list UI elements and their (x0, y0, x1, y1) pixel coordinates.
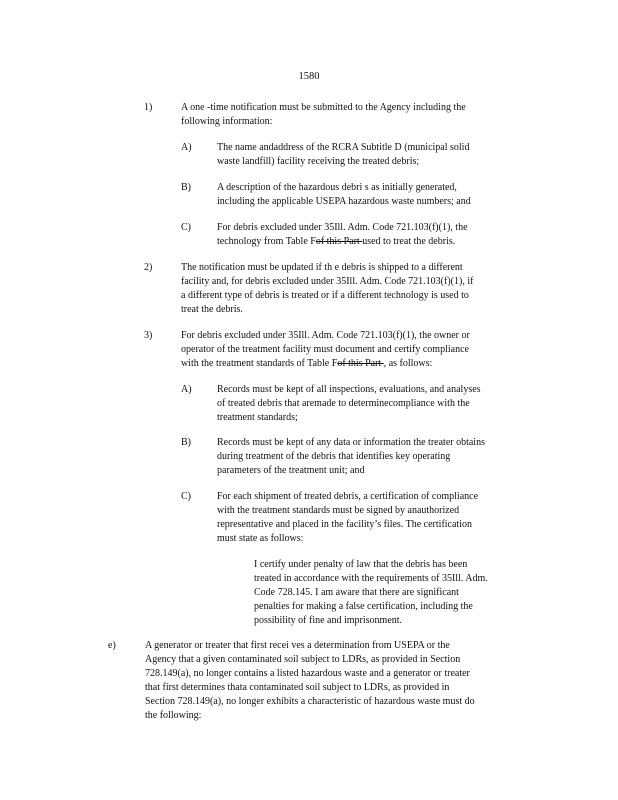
text-line (181, 289, 529, 303)
line-text: Code 728.145. I am aware that there are significant (254, 587, 459, 598)
paragraph-label: 2) (144, 262, 153, 273)
line-text: treat the debris. (181, 304, 243, 315)
line-text: For each shipment of treated debris, a certification of compliance (217, 491, 479, 502)
text-line (145, 681, 540, 695)
paragraph-n3c (181, 490, 517, 546)
text-line (217, 518, 517, 532)
text-line (217, 411, 535, 425)
text-line (181, 101, 526, 115)
text-line (254, 558, 534, 572)
paragraph-e (108, 639, 540, 723)
paragraph-n1a (181, 141, 522, 169)
paragraph-label: A) (181, 384, 192, 395)
line-text: 728.149(a), no longer contains a listed hazardous waste and a generator or treater (145, 668, 470, 679)
paragraph-label: 1) (144, 102, 153, 113)
text-line (217, 383, 535, 397)
line-text: possibility of fine and imprisonment. (254, 615, 403, 626)
paragraph-label: B) (181, 437, 191, 448)
paragraph-n1 (144, 101, 526, 129)
text-line (217, 504, 517, 518)
text-line (217, 221, 522, 235)
page-number: 1580 (298, 71, 320, 82)
line-text: penalties for making a false certification, including the (254, 601, 473, 612)
text-line (181, 357, 531, 371)
text-line (181, 303, 529, 317)
line-text: Agency that a given contaminated soil subject to LDRs, as provided in Section (145, 654, 461, 665)
line-text: Records must be kept of any data or information the treater obtains (217, 437, 485, 448)
paragraph-n1b (181, 181, 522, 209)
line-text: treatment standards; (217, 412, 298, 423)
paragraph-n2 (144, 261, 529, 317)
line-text: Section 728.149(a), no longer exhibits a characteristic of hazardous waste must do (145, 696, 475, 707)
struck-text: of this Part (337, 358, 384, 369)
line-text: following information: (181, 116, 273, 127)
text-line (254, 600, 534, 614)
paragraph-n3b (181, 436, 535, 478)
text-line (145, 639, 540, 653)
line-text: that first determines thata contaminated soil subject to LDRs, as provided in (145, 682, 450, 693)
text-line (145, 695, 540, 709)
text-line (254, 586, 534, 600)
paragraph-label: C) (181, 222, 191, 233)
line-text: including the applicable USEPA hazardous waste numbers; and (217, 196, 471, 207)
line-text: must state as follows: (217, 533, 304, 544)
line-text: , as follows: (383, 358, 433, 369)
line-text: the following: (145, 710, 202, 721)
text-line (181, 343, 531, 357)
paragraph-label: B) (181, 182, 191, 193)
text-line (145, 709, 540, 723)
text-line (254, 614, 534, 628)
paragraph-n1c (181, 221, 522, 249)
text-line (217, 464, 535, 478)
paragraph-label: C) (181, 491, 191, 502)
line-text: with the treatment standards must be signed by anauthorized (217, 505, 460, 516)
text-line (217, 436, 535, 450)
text-line (217, 141, 522, 155)
line-text: The notification must be updated if th e debris is shipped to a different (181, 262, 463, 273)
line-text: parameters of the treatment unit; and (217, 465, 365, 476)
text-line (181, 115, 526, 129)
line-text: waste landfill) facility receiving the treated debris; (217, 156, 420, 167)
line-text: The name andaddress of the RCRA Subtitle D (municipal solid (217, 142, 470, 153)
line-text: during treatment of the debris that identifies key operating (217, 451, 451, 462)
text-line (217, 532, 517, 546)
line-text: with the treatment standards of Table F (181, 358, 338, 369)
line-text: For debris excluded under 35Ill. Adm. Code 721.103(f)(1), the owner or (181, 330, 470, 341)
paragraph-n3a (181, 383, 535, 425)
line-text: treated in accordance with the requirements of 35Ill. Adm. (254, 573, 488, 584)
text-line (217, 155, 522, 169)
text-line (181, 261, 529, 275)
paragraph-n3 (144, 329, 531, 371)
text-line (181, 275, 529, 289)
line-text: facility and, for debris excluded under 35Ill. Adm. Code 721.103(f)(1), if (181, 276, 474, 287)
text-line (217, 490, 517, 504)
text-line (181, 329, 531, 343)
text-line (217, 450, 535, 464)
line-text: a different type of debris is treated or if a different technology is used to (181, 290, 469, 301)
paragraph-label: A) (181, 142, 192, 153)
text-line (145, 667, 540, 681)
struck-text: of this Part (315, 236, 363, 247)
line-text: representative and placed in the facility’s files. The certification (217, 519, 472, 530)
text-line (254, 572, 534, 586)
text-line (217, 195, 522, 209)
paragraph-label: 3) (144, 330, 153, 341)
line-text: I certify under penalty of law that the debris has been (254, 559, 468, 570)
text-line (217, 397, 535, 411)
text-line (145, 653, 540, 667)
line-text: For debris excluded under 35Ill. Adm. Code 721.103(f)(1), the (217, 222, 468, 233)
line-text: A generator or treater that first recei ves a determination from USEPA or the (145, 640, 450, 651)
text-line (217, 235, 522, 249)
line-text: A description of the hazardous debri s as initially generated, (217, 182, 457, 193)
paragraph-label: e) (108, 640, 116, 651)
line-text: technology from Table F (217, 236, 316, 247)
line-text: A one -time notification must be submitted to the Agency including the (181, 102, 466, 113)
text-line (217, 181, 522, 195)
line-text: operator of the treatment facility must document and certify compliance (181, 344, 469, 355)
line-text: Records must be kept of all inspections, evaluations, and analyses (217, 384, 481, 395)
certification-quote (254, 558, 534, 628)
line-text: of treated debris that aremade to determinecompliance with the (217, 398, 470, 409)
line-text: used to treat the debris. (362, 236, 456, 247)
